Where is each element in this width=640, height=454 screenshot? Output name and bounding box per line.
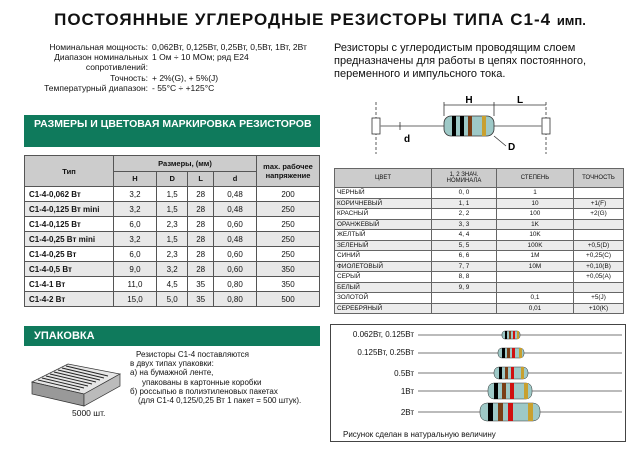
cell-digits — [432, 303, 497, 314]
cell-h: 3,2 — [114, 187, 157, 202]
spec-label: Номинальная мощность: — [49, 42, 148, 52]
cell-type: С1-4-0,125 Вт mini — [25, 202, 114, 217]
cell-dd: 0,48 — [214, 232, 257, 247]
cell-multiplier — [497, 272, 574, 283]
cell-l: 35 — [188, 277, 214, 292]
packing-line: в двух типах упаковки: — [130, 359, 214, 369]
table-row — [25, 292, 320, 307]
cell-tolerance: +1(F) — [574, 198, 624, 209]
cell-tolerance — [574, 188, 624, 199]
title-sub: имп. — [556, 13, 586, 28]
sample-label: 0.125Вт, 0.25Вт — [357, 348, 414, 357]
title-main: ПОСТОЯННЫЕ УГЛЕРОДНЫЕ РЕЗИСТОРЫ ТИПА С1-4 — [54, 10, 552, 29]
cell-d: 1,5 — [156, 202, 187, 217]
cell-color: ЧЕРНЫЙ — [335, 188, 432, 199]
spec-value: 0,062Вт, 0,125Вт, 0,25Вт, 0,5Вт, 1Вт, 2Вт — [152, 42, 307, 52]
cell-l: 28 — [188, 202, 214, 217]
header-dd: d — [214, 171, 257, 187]
header-tolerance: ТОЧНОСТЬ — [574, 169, 624, 188]
tape-box-illustration — [28, 360, 124, 410]
page-title — [0, 10, 640, 30]
table-row — [335, 282, 624, 293]
spec-label: Температурный диапазон: — [44, 82, 148, 93]
header-d: D — [156, 171, 187, 187]
cell-h: 3,2 — [114, 202, 157, 217]
spec-row-accuracy — [0, 73, 307, 83]
cell-h: 11,0 — [114, 277, 157, 292]
cell-multiplier — [497, 282, 574, 293]
table-row — [335, 251, 624, 262]
label-h: H — [465, 95, 473, 106]
cell-voltage: 350 — [257, 262, 320, 277]
cell-color: СЕРЕБРЯНЫЙ — [335, 303, 432, 314]
table-row — [335, 188, 624, 199]
cell-voltage: 250 — [257, 202, 320, 217]
cell-d: 1,5 — [156, 187, 187, 202]
table-row — [335, 219, 624, 230]
packing-count: 5000 шт. — [72, 408, 106, 418]
cell-multiplier: 10 — [497, 198, 574, 209]
cell-multiplier: 0,01 — [497, 303, 574, 314]
cell-tolerance: +0,10(B) — [574, 261, 624, 272]
cell-l: 28 — [188, 187, 214, 202]
cell-tolerance — [574, 230, 624, 241]
packing-heading: УПАКОВКА — [24, 326, 320, 346]
cell-color: ЗОЛОТОЙ — [335, 293, 432, 304]
cell-voltage: 250 — [257, 247, 320, 262]
spec-row-power — [0, 42, 307, 52]
sample-resistors-drawing — [418, 326, 622, 430]
cell-dd: 0,48 — [214, 187, 257, 202]
cell-voltage: 250 — [257, 217, 320, 232]
spec-label: Диапазон номинальных сопротивлений: — [54, 52, 148, 73]
table-row — [335, 230, 624, 241]
cell-tolerance: +0,05(A) — [574, 272, 624, 283]
packing-text — [130, 350, 330, 405]
table-row — [335, 303, 624, 314]
cell-h: 3,2 — [114, 232, 157, 247]
spec-list — [0, 42, 307, 93]
cell-multiplier: 0,1 — [497, 293, 574, 304]
packing-line: упакованы в картонные коробки — [142, 377, 262, 387]
label-l: L — [516, 95, 524, 106]
cell-multiplier: 10K — [497, 230, 574, 241]
cell-l: 28 — [188, 232, 214, 247]
header-digits: 1, 2 ЗНАЧ. НОМИНАЛА — [432, 169, 497, 188]
table-row — [335, 209, 624, 220]
cell-voltage: 350 — [257, 277, 320, 292]
cell-type: С1-4-0,062 Вт — [25, 187, 114, 202]
cell-multiplier: 100 — [497, 209, 574, 220]
cell-d: 1,5 — [156, 232, 187, 247]
spec-value: 1 Ом ÷ 10 МОм; ряд Е24 — [152, 52, 249, 63]
cell-voltage: 250 — [257, 232, 320, 247]
cell-tolerance: +0,25(C) — [574, 251, 624, 262]
sample-label: 0.062Вт, 0.125Вт — [352, 330, 414, 339]
table-row — [335, 240, 624, 251]
cell-multiplier: 1 — [497, 188, 574, 199]
cell-color: ЖЕЛТЫЙ — [335, 230, 432, 241]
samples-caption: Рисунок сделан в натуральную величину — [343, 430, 496, 439]
sample-resistor-0062 — [502, 331, 520, 339]
label-d-small: d — [404, 134, 411, 145]
cell-color: ЗЕЛЕНЫЙ — [335, 240, 432, 251]
spec-value: + 2%(G), + 5%(J) — [152, 72, 219, 83]
intro-text: Резисторы с углеродистым проводящим слоем предназначены для работы в цепях постоянного, переменного и импульсного тока. — [334, 42, 587, 80]
table-row — [25, 247, 320, 262]
cell-digits: 0, 0 — [432, 188, 497, 199]
sizes-heading: РАЗМЕРЫ И ЦВЕТОВАЯ МАРКИРОВКА РЕЗИСТОРОВ — [24, 115, 320, 147]
color-code-table — [334, 168, 624, 314]
cell-h: 15,0 — [114, 292, 157, 307]
header-multiplier: СТЕПЕНЬ — [497, 169, 574, 188]
sample-resistor-0125 — [498, 348, 524, 358]
cell-color: КОРИЧНЕВЫЙ — [335, 198, 432, 209]
table-row — [25, 187, 320, 202]
table-row — [25, 202, 320, 217]
sample-label: 0.5Вт — [394, 369, 414, 378]
cell-voltage: 200 — [257, 187, 320, 202]
cell-color: СЕРЫЙ — [335, 272, 432, 283]
table-row — [25, 262, 320, 277]
table-row — [335, 293, 624, 304]
spec-label: Точность: — [110, 72, 148, 83]
cell-digits: 6, 6 — [432, 251, 497, 262]
sample-resistor-05 — [494, 367, 528, 379]
cell-digits: 8, 8 — [432, 272, 497, 283]
cell-digits: 4, 4 — [432, 230, 497, 241]
label-d-big: D — [508, 142, 516, 153]
cell-dd: 0,48 — [214, 202, 257, 217]
sample-resistor-2 — [480, 403, 540, 421]
spec-value: - 55°С ÷ +125°С — [152, 82, 215, 93]
cell-h: 9,0 — [114, 262, 157, 277]
cell-l: 35 — [188, 292, 214, 307]
cell-dd: 0,60 — [214, 247, 257, 262]
cell-l: 28 — [188, 217, 214, 232]
cell-h: 6,0 — [114, 247, 157, 262]
cell-dd: 0,60 — [214, 262, 257, 277]
cell-digits: 5, 5 — [432, 240, 497, 251]
cell-digits: 7, 7 — [432, 261, 497, 272]
cell-tolerance — [574, 282, 624, 293]
table-row — [335, 272, 624, 283]
cell-type: С1-4-0,25 Вт — [25, 247, 114, 262]
packing-line: Резисторы С1-4 поставляются — [136, 350, 250, 359]
cell-type: С1-4-1 Вт — [25, 277, 114, 292]
cell-l: 28 — [188, 262, 214, 277]
cell-digits: 9, 9 — [432, 282, 497, 293]
cell-multiplier: 1M — [497, 251, 574, 262]
spec-row-range — [0, 52, 307, 72]
cell-d: 5,0 — [156, 292, 187, 307]
cell-d: 3,2 — [156, 262, 187, 277]
dimension-diagram — [366, 92, 556, 162]
cell-type: С1-4-0,5 Вт — [25, 262, 114, 277]
cell-voltage: 500 — [257, 292, 320, 307]
cell-digits — [432, 293, 497, 304]
cell-digits: 1, 1 — [432, 198, 497, 209]
packing-line: а) на бумажной ленте, — [130, 368, 214, 378]
header-color: ЦВЕТ — [335, 169, 432, 188]
cell-d: 2,3 — [156, 217, 187, 232]
header-l: L — [188, 171, 214, 187]
cell-type: С1-4-2 Вт — [25, 292, 114, 307]
table-row — [335, 198, 624, 209]
cell-color: СИНИЙ — [335, 251, 432, 262]
sizes-table — [24, 155, 320, 307]
header-sizes: Размеры, (мм) — [114, 156, 257, 172]
cell-tolerance: +5(J) — [574, 293, 624, 304]
header-h: H — [114, 171, 157, 187]
table-row — [25, 232, 320, 247]
spec-row-temperature — [0, 83, 307, 93]
cell-dd: 0,80 — [214, 292, 257, 307]
cell-multiplier: 10M — [497, 261, 574, 272]
cell-color: КРАСНЫЙ — [335, 209, 432, 220]
table-row — [25, 217, 320, 232]
table-row — [25, 277, 320, 292]
cell-dd: 0,60 — [214, 217, 257, 232]
cell-multiplier: 1K — [497, 219, 574, 230]
sample-label: 2Вт — [400, 408, 414, 417]
table-row — [335, 261, 624, 272]
cell-d: 2,3 — [156, 247, 187, 262]
cell-h: 6,0 — [114, 217, 157, 232]
cell-color: ФИОЛЕТОВЫЙ — [335, 261, 432, 272]
packing-line: б) россыпью в полиэтиленовых пакетах — [130, 386, 278, 396]
cell-digits: 3, 3 — [432, 219, 497, 230]
packing-line: (для С1-4 0,125/0,25 Вт 1 пакет = 500 штук). — [138, 396, 302, 406]
sample-resistor-1 — [488, 383, 532, 399]
cell-tolerance: +0,5(D) — [574, 240, 624, 251]
header-voltage: max. рабочее напряжение — [257, 156, 320, 187]
cell-tolerance: +2(G) — [574, 209, 624, 220]
cell-tolerance: +10(K) — [574, 303, 624, 314]
cell-d: 4,5 — [156, 277, 187, 292]
cell-multiplier: 100K — [497, 240, 574, 251]
cell-dd: 0,80 — [214, 277, 257, 292]
cell-color: БЕЛЫЙ — [335, 282, 432, 293]
cell-digits: 2, 2 — [432, 209, 497, 220]
cell-color: ОРАНЖЕВЫЙ — [335, 219, 432, 230]
sample-label: 1Вт — [400, 387, 414, 396]
header-type: Тип — [25, 156, 114, 187]
cell-l: 28 — [188, 247, 214, 262]
cell-type: С1-4-0,125 Вт — [25, 217, 114, 232]
cell-tolerance — [574, 219, 624, 230]
cell-type: С1-4-0,25 Вт mini — [25, 232, 114, 247]
